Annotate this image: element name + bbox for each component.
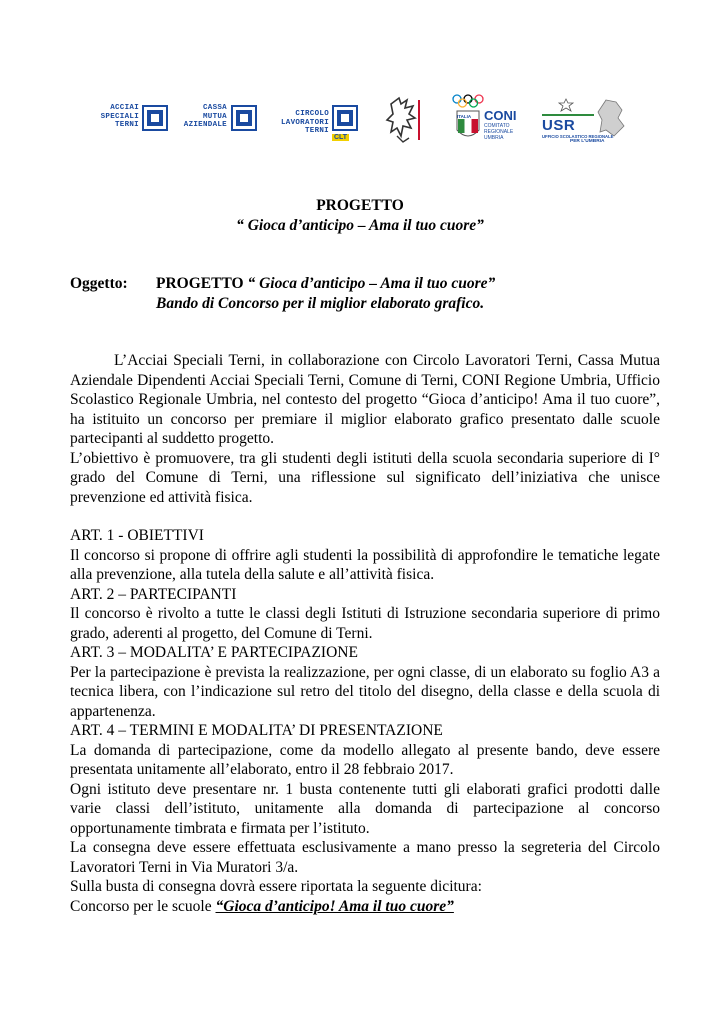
art1-heading: ART. 1 - OBIETTIVI xyxy=(70,527,204,544)
logo-cassa-line3: AZIENDALE xyxy=(183,121,227,129)
logo-acciai-line1: ACCIAI xyxy=(110,104,139,112)
logo-circolo-line1: CIRCOLO xyxy=(295,110,329,118)
art4-text: La domanda di partecipazione, come da modello allegato al presente bando, deve essere presentata unitamente all’elaborato, entro il 28 febbraio 2017. xyxy=(70,741,660,778)
wyvern-emblem-icon xyxy=(385,92,425,148)
logo-coni xyxy=(452,92,532,148)
usr-line1: UFFICIO SCOLASTICO REGIONALE xyxy=(542,134,614,139)
dicitura-prefix: Concorso per le scuole xyxy=(70,897,216,915)
oggetto-label: Oggetto: xyxy=(70,275,128,292)
usr-line2: PER L'UMBRIA xyxy=(570,139,605,144)
oggetto-line2: Bando di Concorso per il miglior elaborato grafico. xyxy=(156,294,485,312)
coni-line2: REGIONALE xyxy=(484,129,514,135)
oggetto-project-name: “ Gioca d’anticipo – Ama il tuo cuore” xyxy=(247,275,496,292)
logo-circolo-line3: TERNI xyxy=(304,127,329,135)
art4-paragraph-3: La consegna deve essere effettuata esclusivamente a mano presso la segreteria del Circolo Lavoratori Terni in Via Muratori 3/a. xyxy=(70,839,660,876)
art3-text: Per la partecipazione è prevista la realizzazione, per ogni classe, di un elaborato su foglio A3 a tecnica libera, con l’indicazione sul retro del titolo del disegno, della classe e della scuola di appartenenza. xyxy=(70,663,660,720)
art2-text: Il concorso è rivolto a tutte le classi degli Istituti di Istruzione secondaria superiore di primo grado, aderenti al progetto, del Comune di Terni. xyxy=(70,605,660,642)
logo-comune-di-terni xyxy=(385,92,425,148)
umbria-map-icon xyxy=(596,98,626,138)
usr-name: USR xyxy=(542,117,576,134)
art2-heading: ART. 2 – PARTECIPANTI xyxy=(70,585,237,603)
terni-mark-icon xyxy=(332,105,358,131)
terni-mark-icon xyxy=(142,105,168,131)
oggetto-block xyxy=(70,274,660,313)
logo-cassa-line1: CASSA xyxy=(202,104,227,112)
terni-mark-icon xyxy=(231,105,257,131)
olympic-rings-icon xyxy=(452,94,484,108)
logo-usr-umbria xyxy=(540,92,630,148)
dicitura-title: “Gioca d’anticipo! Ama il tuo cuore” xyxy=(215,897,454,915)
italia-label: ITALIA xyxy=(457,114,472,119)
logo-circolo-line2: LAVORATORI xyxy=(280,118,329,127)
coni-line3: UMBRIA xyxy=(484,135,504,141)
intro-paragraph-2: L’obiettivo è promuovere, tra gli studenti degli istituti della scuola secondaria superiore di I° grado del Comune di Terni, una riflessione sul significato dell’iniziativa che unisce prevenzione ed attività fisica. xyxy=(70,449,660,506)
document-body xyxy=(70,351,660,916)
art4-paragraph-2: Ogni istituto deve presentare nr. 1 busta contenente tutti gli elaborati grafici prodotti dalle varie classi dell’istituto, unitamente alla domanda di partecipazione al concorso opportunamente timbrata e firmata per l’istituto. xyxy=(70,780,660,837)
logo-cassa-line2: MUTUA xyxy=(202,112,227,121)
document-subtitle: “ Gioca d’anticipo – Ama il tuo cuore” xyxy=(236,216,484,234)
usr-stripe-green xyxy=(542,114,594,116)
art4-paragraph-4: Sulla busta di consegna dovrà essere riportata la seguente dicitura: xyxy=(70,878,482,895)
art1-text: Il concorso si propone di offrire agli studenti la possibilità di approfondire le tematiche legate alla prevenzione, alla tutela della salute e all’attività fisica. xyxy=(70,546,660,583)
art4-paragraph-5 xyxy=(70,897,660,917)
coni-name: CONI xyxy=(484,108,517,123)
clt-badge: CLT xyxy=(334,134,348,141)
art4-heading: ART. 4 – TERMINI E MODALITA’ DI PRESENTAZIONE xyxy=(70,722,443,739)
document-title-block xyxy=(70,196,650,235)
republic-emblem-icon xyxy=(558,98,574,112)
oggetto-prefix: PROGETTO xyxy=(156,275,248,292)
coni-line1: COMITATO xyxy=(484,123,510,129)
logo-acciai-line2: SPECIALI xyxy=(100,112,139,121)
logo-acciai-line3: TERNI xyxy=(114,121,139,129)
intro-paragraph-1: L’Acciai Speciali Terni, in collaborazione con Circolo Lavoratori Terni, Cassa Mutua Aziendale Dipendenti Acciai Speciali Terni, Comune di Terni, CONI Regione Umbria, Ufficio Scolastico Regionale Umbria, nel contesto del progetto “Gioca d’anticipo! Ama il tuo cuore”, ha istituito un concorso per premiare il miglior elaborato grafico presentato dalle scuole partecipanti al suddetto progetto. xyxy=(70,352,660,447)
art3-heading: ART. 3 – MODALITA’ E PARTECIPAZIONE xyxy=(70,644,358,661)
document-title: PROGETTO xyxy=(316,197,404,214)
header-logos xyxy=(100,92,630,152)
